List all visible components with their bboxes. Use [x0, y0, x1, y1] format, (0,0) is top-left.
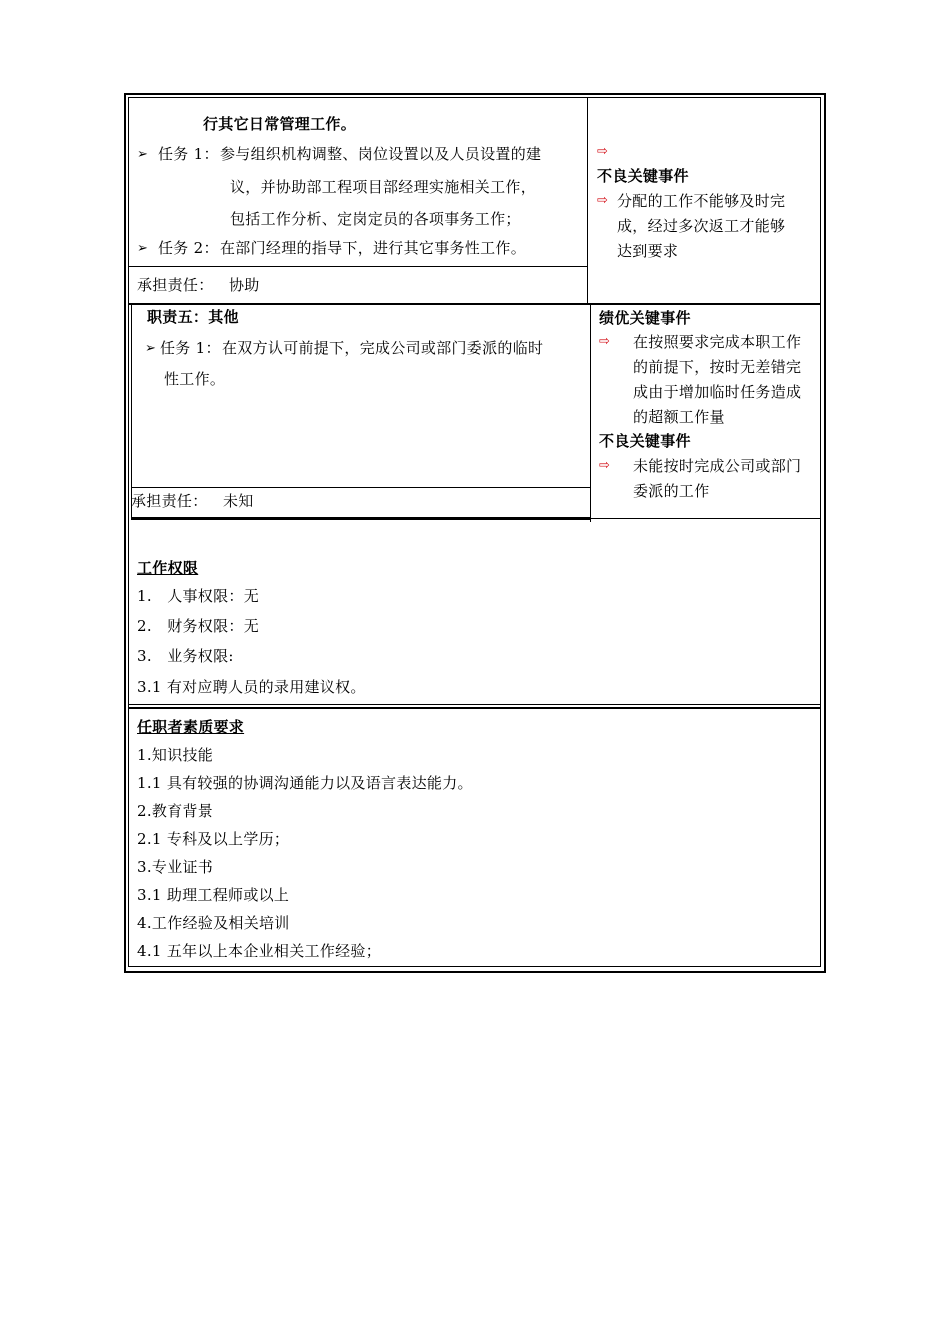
qual-item-2-1: 2.1 专科及以上学历；: [137, 830, 290, 848]
red-outline-arrow-icon: ⇨: [597, 144, 609, 159]
duty4-heading-tail: 行其它日常管理工作。: [203, 115, 357, 133]
qual-item-1-1: 1.1 具有较强的协调沟通能力以及语言表达能力。: [137, 774, 473, 792]
duty4-bad-events-title: 不良关键事件: [597, 167, 689, 185]
row-divider-quals-start: [129, 707, 821, 709]
duty5-heading: 职责五：其他: [147, 308, 239, 326]
row-divider-duty5-end: [131, 517, 590, 520]
events-bottom-line: [590, 518, 821, 519]
red-outline-arrow-icon: ⇨: [599, 334, 611, 349]
authority-item-3: 3. 业务权限:: [137, 647, 234, 665]
duty4-responsibility-value: 协助: [229, 276, 260, 294]
duty4-bad-event-line3: 达到要求: [617, 242, 679, 260]
qual-item-4: 4.工作经验及相关培训: [137, 914, 290, 932]
row-divider-resp4: [129, 266, 587, 267]
duty5-good-event-line4: 的超额工作量: [633, 408, 725, 426]
duty4-task1-line2: 议，并协助部工程项目部经理实施相关工作，: [230, 178, 537, 196]
duty5-good-event-line3: 成由于增加临时任务造成: [633, 383, 802, 401]
authority-item-2: 2. 财务权限：无: [137, 617, 260, 635]
duty4-bad-event-line2: 成，经过多次返工才能够: [617, 217, 786, 235]
red-outline-arrow-icon: ⇨: [599, 458, 611, 473]
duty5-bad-event-line1: 未能按时完成公司或部门: [633, 457, 802, 475]
column-divider-2: [590, 304, 591, 522]
row-divider-resp5: [131, 487, 590, 488]
duty5-task1-label: 任务 1：: [160, 339, 221, 357]
duty5-bad-events-title: 不良关键事件: [599, 432, 691, 450]
duty4-task1-line3: 包括工作分析、定岗定员的各项事务工作；: [230, 210, 521, 228]
duty5-good-events-title: 绩优关键事件: [599, 309, 691, 327]
duty5-task1-line1: 在双方认可前提下，完成公司或部门委派的临时: [222, 339, 544, 357]
authority-title: 工作权限: [137, 559, 199, 577]
triangle-bullet-icon: ➢: [145, 341, 157, 356]
duty4-task1-line1: 参与组织机构调整、岗位设置以及人员设置的建: [220, 145, 542, 163]
duty5-responsibility-value: 未知: [223, 492, 254, 510]
duty4-task2-label: 任务 2：: [158, 239, 219, 257]
authority-item-1: 1. 人事权限：无: [137, 587, 260, 605]
duty5-good-event-line2: 的前提下，按时无差错完: [633, 358, 802, 376]
qual-item-4-1: 4.1 五年以上本企业相关工作经验；: [137, 942, 382, 960]
qual-item-1: 1.知识技能: [137, 746, 214, 764]
row-divider-duty4-end: [129, 303, 821, 305]
duty5-good-event-line1: 在按照要求完成本职工作: [633, 333, 802, 351]
duty5-responsibility-label: 承担责任：: [131, 492, 208, 510]
qual-item-3: 3.专业证书: [137, 858, 214, 876]
duty5-bad-event-line2: 委派的工作: [633, 482, 710, 500]
duty4-task2-text: 在部门经理的指导下，进行其它事务性工作。: [220, 239, 527, 257]
row-divider-authority-end: [129, 704, 821, 705]
column-divider-1: [587, 97, 588, 304]
triangle-bullet-icon: ➢: [137, 147, 149, 162]
red-outline-arrow-icon: ⇨: [597, 193, 609, 208]
qual-item-2: 2.教育背景: [137, 802, 214, 820]
authority-item-3-1: 3.1 有对应聘人员的录用建议权。: [137, 678, 366, 696]
qual-item-3-1: 3.1 助理工程师或以上: [137, 886, 290, 904]
duty4-task1-label: 任务 1：: [158, 145, 219, 163]
duty4-bad-event-line1: 分配的工作不能够及时完: [617, 192, 786, 210]
duty5-task1-line2: 性工作。: [164, 370, 226, 388]
duty4-responsibility-label: 承担责任：: [137, 276, 214, 294]
triangle-bullet-icon: ➢: [137, 241, 149, 256]
qualifications-title: 任职者素质要求: [137, 718, 245, 736]
